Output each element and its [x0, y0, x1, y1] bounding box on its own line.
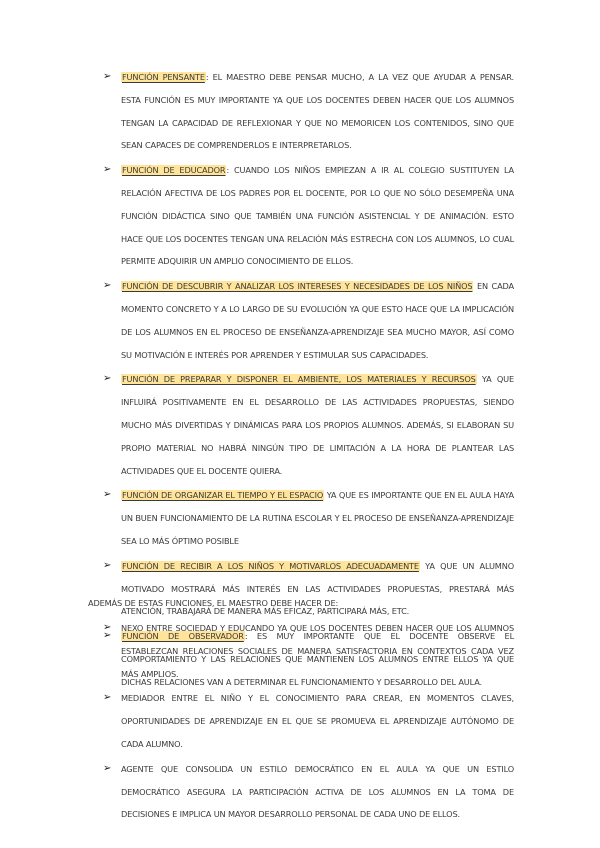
- list-item: [103, 555, 514, 623]
- list-item: [103, 484, 514, 552]
- arrow-bullet-icon: ➢: [103, 622, 112, 633]
- arrow-bullet-icon: ➢: [103, 559, 112, 571]
- function-title: FUNCIÓN DE DESCUBRIR Y ANALIZAR LOS INTERESES Y NECESIDADES DE LOS NIÑOS: [122, 281, 473, 292]
- list-item: [103, 758, 514, 826]
- function-title: FUNCIÓN DE RECIBIR A LOS NIÑOS Y MOTIVARLOS ADECUADAMENTE: [122, 560, 419, 571]
- list-item: [103, 66, 514, 157]
- list-item: [103, 617, 514, 685]
- function-description: EN CADA MOMENTO CONCRETO Y A LO LARGO DE SU EVOLUCIÓN YA QUE ESTO HACE QUE LA IMPLICACIÓN DE LOS ALUMNOS EN EL PROCESO DE ENSEÑANZA-APRENDIZAJE SEA MUCHO MAYOR, ASÍ COMO SU MOTIVACIÓN E INTERÉS POR APRENDER Y ESTIMULAR SUS CAPACIDADES.: [121, 281, 514, 360]
- function-description: YA QUE UN ALUMNO MOTIVADO MOSTRARÁ MÁS INTERÉS EN LAS ACTIVIDADES PROPUESTAS, PRESTARÁ MÁS ATENCIÓN, TRABAJARÁ DE MANERA MÁS EFICAZ, PARTICIPARÁ MÁS, ETC.: [121, 560, 514, 617]
- arrow-bullet-icon: ➢: [103, 280, 112, 292]
- function-title: FUNCIÓN DE EDUCADOR: [122, 165, 226, 176]
- role-description: NEXO ENTRE SOCIEDAD Y EDUCANDO YA QUE LOS DOCENTES DEBEN HACER QUE LOS ALUMNOS ESTABLEZCAN RELACIONES SOCIALES DE MANERA SATISFACTORIA EN CONTEXTOS CADA VEZ MÁS AMPLIOS.: [121, 623, 514, 679]
- roles-intro: ADEMÁS DE ESTAS FUNCIONES, EL MAESTRO DEBE HACER DE:: [88, 598, 339, 608]
- function-description: YA QUE INFLUIRÁ POSITIVAMENTE EN EL DESARROLLO DE LAS ACTIVIDADES PROPUESTAS, SIENDO MUCHO MÁS DIVERTIDAS Y DINÁMICAS PARA LOS PROPIOS ALUMNOS. ADEMÁS, SI ELABORAN SU PROPIO MATERIAL NO HABRÁ NINGÚN TIPO DE LIMITACIÓN A LA HORA DE PLANTEAR LAS ACTIVIDADES QUE EL DOCENTE QUIERA.: [121, 374, 514, 476]
- list-item: [103, 368, 514, 482]
- arrow-bullet-icon: ➢: [103, 762, 112, 774]
- teacher-roles-list: [103, 617, 514, 828]
- function-description: : CUANDO LOS NIÑOS EMPIEZAN A IR AL COLEGIO SUSTITUYEN LA RELACIÓN AFECTIVA DE LOS PADRES POR EL DOCENTE, POR LO QUE NO SÓLO DESEMPEÑA UNA FUNCIÓN DIDÁCTICA SINO QUE TAMBIÉN UNA FUNCIÓN ASISTENCIAL Y DE ANIMACIÓN. ESTO HACE QUE LOS DOCENTES TENGAN UNA RELACIÓN MÁS ESTRECHA CON LOS ALUMNOS, LO CUAL PERMITE ADQUIRIR UN AMPLIO CONOCIMIENTO DE ELLOS.: [121, 165, 514, 267]
- function-description: : ES MUY IMPORTANTE QUE EL DOCENTE OBSERVE EL COMPORTAMIENTO Y LAS RELACIONES QUE MANTIENEN LOS ALUMNOS ENTRE ELLOS YA QUE DICHAS RELACIONES VAN A DETERMINAR EL FUNCIONAMIENTO Y DESARROLLO DEL AULA.: [121, 631, 514, 687]
- function-description: : EL MAESTRO DEBE PENSAR MUCHO, A LA VEZ QUE AYUDAR A PENSAR. ESTA FUNCIÓN ES MUY IMPORTANTE YA QUE LOS DOCENTES DEBEN HACER QUE LOS ALUMNOS TENGAN LA CAPACIDAD DE REFLEXIONAR Y QUE NO MEMORICEN LOS CONTENIDOS, SINO QUE SEAN CAPACES DE COMPRENDERLOS E INTERPRETARLOS.: [121, 72, 514, 151]
- function-title: FUNCIÓN DE ORGANIZAR EL TIEMPO Y EL ESPACIO: [122, 490, 324, 501]
- arrow-bullet-icon: ➢: [103, 630, 112, 642]
- list-item: [103, 275, 514, 366]
- function-title: FUNCIÓN PENSANTE: [122, 72, 205, 82]
- function-title: FUNCIÓN DE PREPARAR Y DISPONER EL AMBIENTE, LOS MATERIALES Y RECURSOS: [122, 374, 476, 385]
- function-description: YA QUE ES IMPORTANTE QUE EN EL AULA HAYA UN BUEN FUNCIONAMIENTO DE LA RUTINA ESCOLAR Y EL PROCESO DE ENSEÑANZA-APRENDIZAJE SEA LO MÁS ÓPTIMO POSIBLE: [121, 490, 514, 546]
- function-title: FUNCIÓN DE OBSERVADOR: [122, 631, 244, 642]
- arrow-bullet-icon: ➢: [103, 692, 112, 704]
- arrow-bullet-icon: ➢: [103, 489, 112, 501]
- arrow-bullet-icon: ➢: [103, 373, 112, 385]
- list-item: [103, 687, 514, 755]
- role-description: AGENTE QUE CONSOLIDA UN ESTILO DEMOCRÁTICO EN EL AULA YA QUE UN ESTILO DEMOCRÁTICO ASEGURA LA PARTICIPACIÓN ACTIVA DE LOS ALUMNOS EN LA TOMA DE DECISIONES E IMPLICA UN MAYOR DESARROLLO PERSONAL DE CADA UNO DE ELLOS.: [121, 763, 514, 820]
- list-item: [103, 159, 514, 273]
- arrow-bullet-icon: ➢: [103, 71, 112, 82]
- role-description: MEDIADOR ENTRE EL NIÑO Y EL CONOCIMIENTO PARA CREAR, EN MOMENTOS CLAVES, OPORTUNIDADES DE APRENDIZAJE EN EL QUE SE PROMUEVA EL APRENDIZAJE AUTÓNOMO DE CADA ALUMNO.: [121, 693, 514, 749]
- arrow-bullet-icon: ➢: [103, 164, 112, 176]
